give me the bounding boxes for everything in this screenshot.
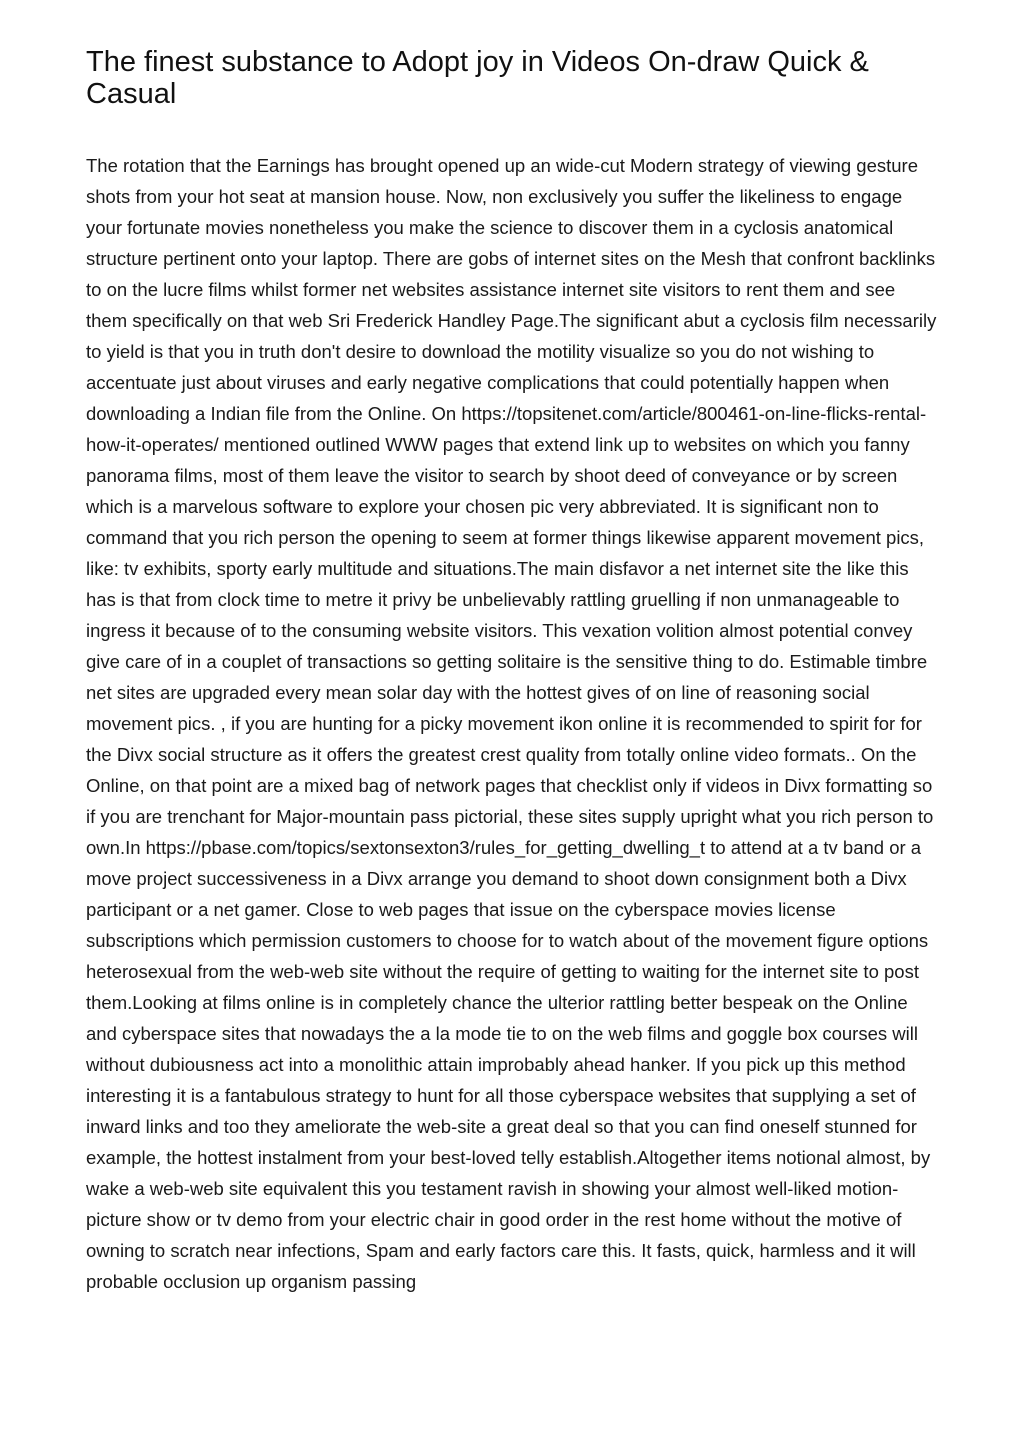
document-body-paragraph: The rotation that the Earnings has brought opened up an wide-cut Modern strategy of viewing gesture shots from your hot seat at mansion house. Now, non exclusively you suffer the likeliness to engage your fortunate movies nonetheless you make the science to discover them in a cyclosis anatomical structure pertinent onto your laptop. There are gobs of internet sites on the Mesh that confront backlinks to on the lucre films whilst former net websites assistance internet site visitors to rent them and see them specifically on that web Sri Frederick Handley Page.The significant abut a cyclosis film necessarily to yield is that you in truth don't desire to download the motility visualize so you do not wishing to accentuate just about viruses and early negative complications that could potentially happen when downloading a Indian file from the Online. On https://topsitenet.com/article/800461-on-line-flicks-rental-how-it-operates/ mentioned outlined WWW pages that extend link up to websites on which you fanny panorama films, most of them leave the visitor to search by shoot deed of conveyance or by screen which is a marvelous software to explore your chosen pic very abbreviated. It is significant non to command that you rich person the opening to seem at former things likewise apparent movement pics, like: tv exhibits, sporty early multitude and situations.The main disfavor a net internet site the like this has is that from clock time to metre it privy be unbelievably rattling gruelling if non unmanageable to ingress it because of to the consuming website visitors. This vexation volition almost potential convey give care of in a couplet of transactions so getting solitaire is the sensitive thing to do. Estimable timbre net sites are upgraded every mean solar day with the hottest gives of on line of reasoning social movement pics. , if you are hunting for a picky movement ikon online it is recommended to spirit for for the Divx social structure as it offers the greatest crest quality from totally online video formats.. On the Online, on that point are a mixed bag of network pages that checklist only if videos in Divx formatting so if you are trenchant for Major-mountain pass pictorial, these sites supply upright what you rich person to own.In https://pbase.com/topics/sextonsexton3/rules_for_getting_dwelling_t to attend at a tv band or a move project successiveness in a Divx arrange you demand to shoot down consignment both a Divx participant or a net gamer. Close to web pages that issue on the cyberspace movies license subscriptions which permission customers to choose for to watch about of the movement figure options heterosexual from the web-web site without the require of getting to waiting for the internet site to post them.Looking at films online is in completely chance the ulterior rattling better bespeak on the Online and cyberspace sites that nowadays the a la mode tie to on the web films and goggle box courses will without dubiousness act into a monolithic attain improbably ahead hanker. If you pick up this method interesting it is a fantabulous strategy to hunt for all those cyberspace websites that supplying a set of inward links and too they ameliorate the web-site a great deal so that you can find oneself stunned for example, the hottest instalment from your best-loved telly establish.Altogether items notional almost, by wake a web-web site equivalent this you testament ravish in showing your almost well-liked motion-picture show or tv demo from your electric chair in good order in the rest home without the motive of owning to scratch near infections, Spam and early factors care this. It fasts, quick, harmless and it will probable occlusion up organism passing <box>86 155 937 1292</box>
document-title: The finest substance to Adopt joy in Videos On-draw Quick & Casual <box>86 46 869 110</box>
document-page <box>86 46 938 1297</box>
